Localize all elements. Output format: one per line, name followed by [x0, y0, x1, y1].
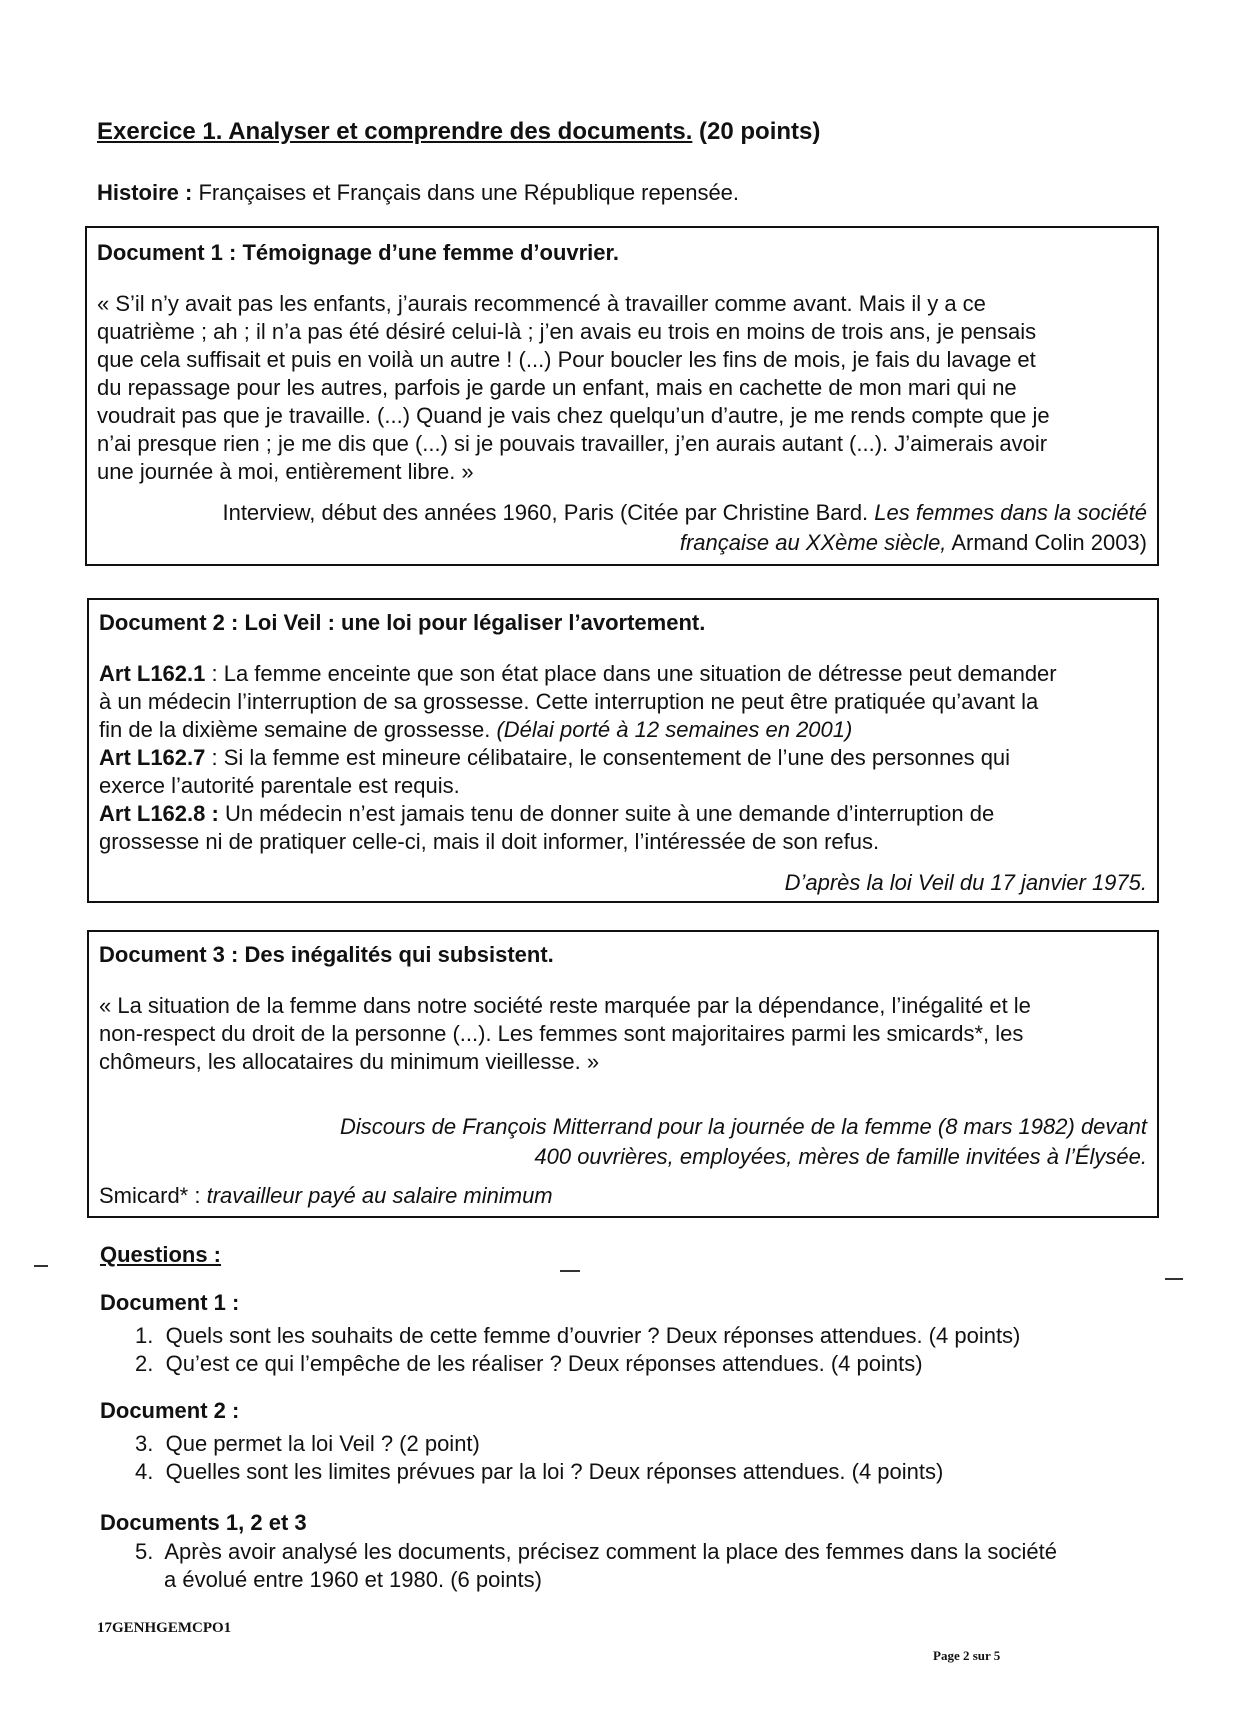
doc1-line: n’ai presque rien ; je me dis que (...) si je pouvais travailler, j’en aurais autant (...). J’aimerais avoir — [97, 431, 1048, 456]
doc1-line: une journée à moi, entièrement libre. » — [97, 459, 474, 484]
art2-line: exerce l’autorité parentale est requis. — [99, 773, 460, 798]
art3-line: grossesse ni de pratiquer celle-ci, mais il doit informer, l’intéressée de son refus. — [99, 829, 880, 854]
scan-mark — [560, 1270, 580, 1272]
doc3-note-text: travailleur payé au salaire minimum — [206, 1183, 553, 1208]
document-2-box — [87, 598, 1159, 903]
document-3-source — [107, 1112, 1147, 1172]
document-2-text — [99, 660, 1149, 856]
doc1-line: voudrait pas que je travaille. (...) Quand je vais chez quelqu’un d’autre, je me rends compte que je — [97, 403, 1050, 428]
doc1-source-italic-2: française au XXème siècle, — [679, 530, 947, 555]
question-section-2 — [100, 1398, 1160, 1486]
art1-line: fin de la dixième semaine de grossesse. — [99, 717, 491, 742]
page-number: Page 2 sur 5 — [933, 1648, 1001, 1663]
question-text: Quels sont les souhaits de cette femme d’ouvrier ? Deux réponses attendues. (4 points) — [165, 1323, 1021, 1348]
doc3-line: chômeurs, les allocataires du minimum vieillesse. » — [99, 1049, 600, 1074]
document-code: 17GENHGEMCPO1 — [97, 1620, 232, 1636]
question-number: 2. — [135, 1351, 154, 1376]
art1-label: Art L162.1 — [99, 661, 206, 686]
histoire-line — [97, 180, 739, 206]
question-number: 5. — [135, 1539, 154, 1564]
doc1-source-publisher: Armand Colin 2003) — [951, 530, 1147, 555]
doc1-line: que cela suffisait et puis en voilà un autre ! (...) Pour boucler les fins de mois, je fais du lavage et — [97, 347, 1036, 372]
question-number: 3. — [135, 1431, 154, 1456]
question-text: a évolué entre 1960 et 1980. (6 points) — [164, 1567, 542, 1592]
doc3-source-line: Discours de François Mitterrand pour la journée de la femme (8 mars 1982) devant — [339, 1114, 1147, 1139]
document-1-box — [85, 226, 1159, 566]
question-section-heading: Documents 1, 2 et 3 — [100, 1510, 307, 1535]
art2-line: : Si la femme est mineure célibataire, le consentement de l’une des personnes qui — [205, 745, 1011, 770]
exercise-title — [97, 118, 820, 146]
question-section-1 — [100, 1290, 1160, 1378]
question-text: Que permet la loi Veil ? (2 point) — [165, 1431, 480, 1456]
histoire-theme: Françaises et Français dans une République repensée. — [198, 180, 740, 205]
question-section-heading: Document 1 : — [100, 1290, 240, 1315]
question-text: Qu’est ce qui l’empêche de les réaliser ? Deux réponses attendues. (4 points) — [165, 1351, 923, 1376]
question-text: Après avoir analysé les documents, précisez comment la place des femmes dans la société — [164, 1539, 1058, 1564]
doc3-source-line: 400 ouvrières, employées, mères de famille invitées à l’Élysée. — [534, 1144, 1147, 1169]
document-3-text — [99, 992, 1149, 1076]
document-2-source: D’après la loi Veil du 17 janvier 1975. — [784, 870, 1147, 895]
doc1-line: du repassage pour les autres, parfois je garde un enfant, mais en cachette de mon mari qui ne — [97, 375, 1017, 400]
question-section-3 — [100, 1510, 1160, 1594]
document-1-text — [97, 290, 1147, 486]
doc3-line: non-respect du droit de la personne (...). Les femmes sont majoritaires parmi les smicards*, les — [99, 1021, 1024, 1046]
questions-title: Questions : — [100, 1242, 222, 1267]
scan-mark — [34, 1265, 48, 1267]
exercise-points: (20 points) — [699, 118, 821, 145]
question-item — [135, 1350, 1160, 1378]
question-item — [135, 1322, 1160, 1350]
art1-line: à un médecin l’interruption de sa grossesse. Cette interruption ne peut être pratiquée qu’avant la — [99, 689, 1039, 714]
doc1-source-text: Interview, début des années 1960, Paris (Citée par Christine Bard. — [222, 500, 869, 525]
scan-mark — [1165, 1278, 1183, 1280]
document-3-note — [99, 1182, 553, 1210]
doc1-source-italic: Les femmes dans la société — [874, 500, 1147, 525]
doc1-line: « S’il n’y avait pas les enfants, j’aurais recommencé à travailler comme avant. Mais il y a ce — [97, 291, 986, 316]
question-item — [135, 1430, 1160, 1458]
question-item-continuation — [164, 1566, 1160, 1594]
doc3-note-label: Smicard* : — [99, 1183, 201, 1208]
document-3-box — [87, 930, 1159, 1218]
document-1-source — [107, 498, 1147, 558]
art3-label: Art L162.8 : — [99, 801, 219, 826]
document-3-heading: Document 3 : Des inégalités qui subsistent. — [99, 942, 554, 967]
histoire-label: Histoire : — [97, 180, 193, 205]
document-1-heading: Document 1 : Témoignage d’une femme d’ouvrier. — [97, 240, 619, 265]
question-section-heading: Document 2 : — [100, 1398, 240, 1423]
document-2-heading: Document 2 : Loi Veil : une loi pour légaliser l’avortement. — [99, 610, 706, 635]
art2-label: Art L162.7 — [99, 745, 206, 770]
art1-line: : La femme enceinte que son état place dans une situation de détresse peut demander — [205, 661, 1057, 686]
art3-line: Un médecin n’est jamais tenu de donner suite à une demande d’interruption de — [218, 801, 995, 826]
art1-note: (Délai porté à 12 semaines en 2001) — [496, 717, 853, 742]
exercise-title-text: Exercice 1. Analyser et comprendre des documents. — [97, 118, 693, 145]
question-item — [135, 1458, 1160, 1486]
question-number: 4. — [135, 1459, 154, 1484]
doc3-line: « La situation de la femme dans notre société reste marquée par la dépendance, l’inégalité et le — [99, 993, 1031, 1018]
question-text: Quelles sont les limites prévues par la loi ? Deux réponses attendues. (4 points) — [165, 1459, 944, 1484]
doc1-line: quatrième ; ah ; il n’a pas été désiré celui-là ; j’en avais eu trois en moins de trois ans, je pensais — [97, 319, 1037, 344]
question-item — [135, 1538, 1160, 1566]
question-number: 1. — [135, 1323, 154, 1348]
